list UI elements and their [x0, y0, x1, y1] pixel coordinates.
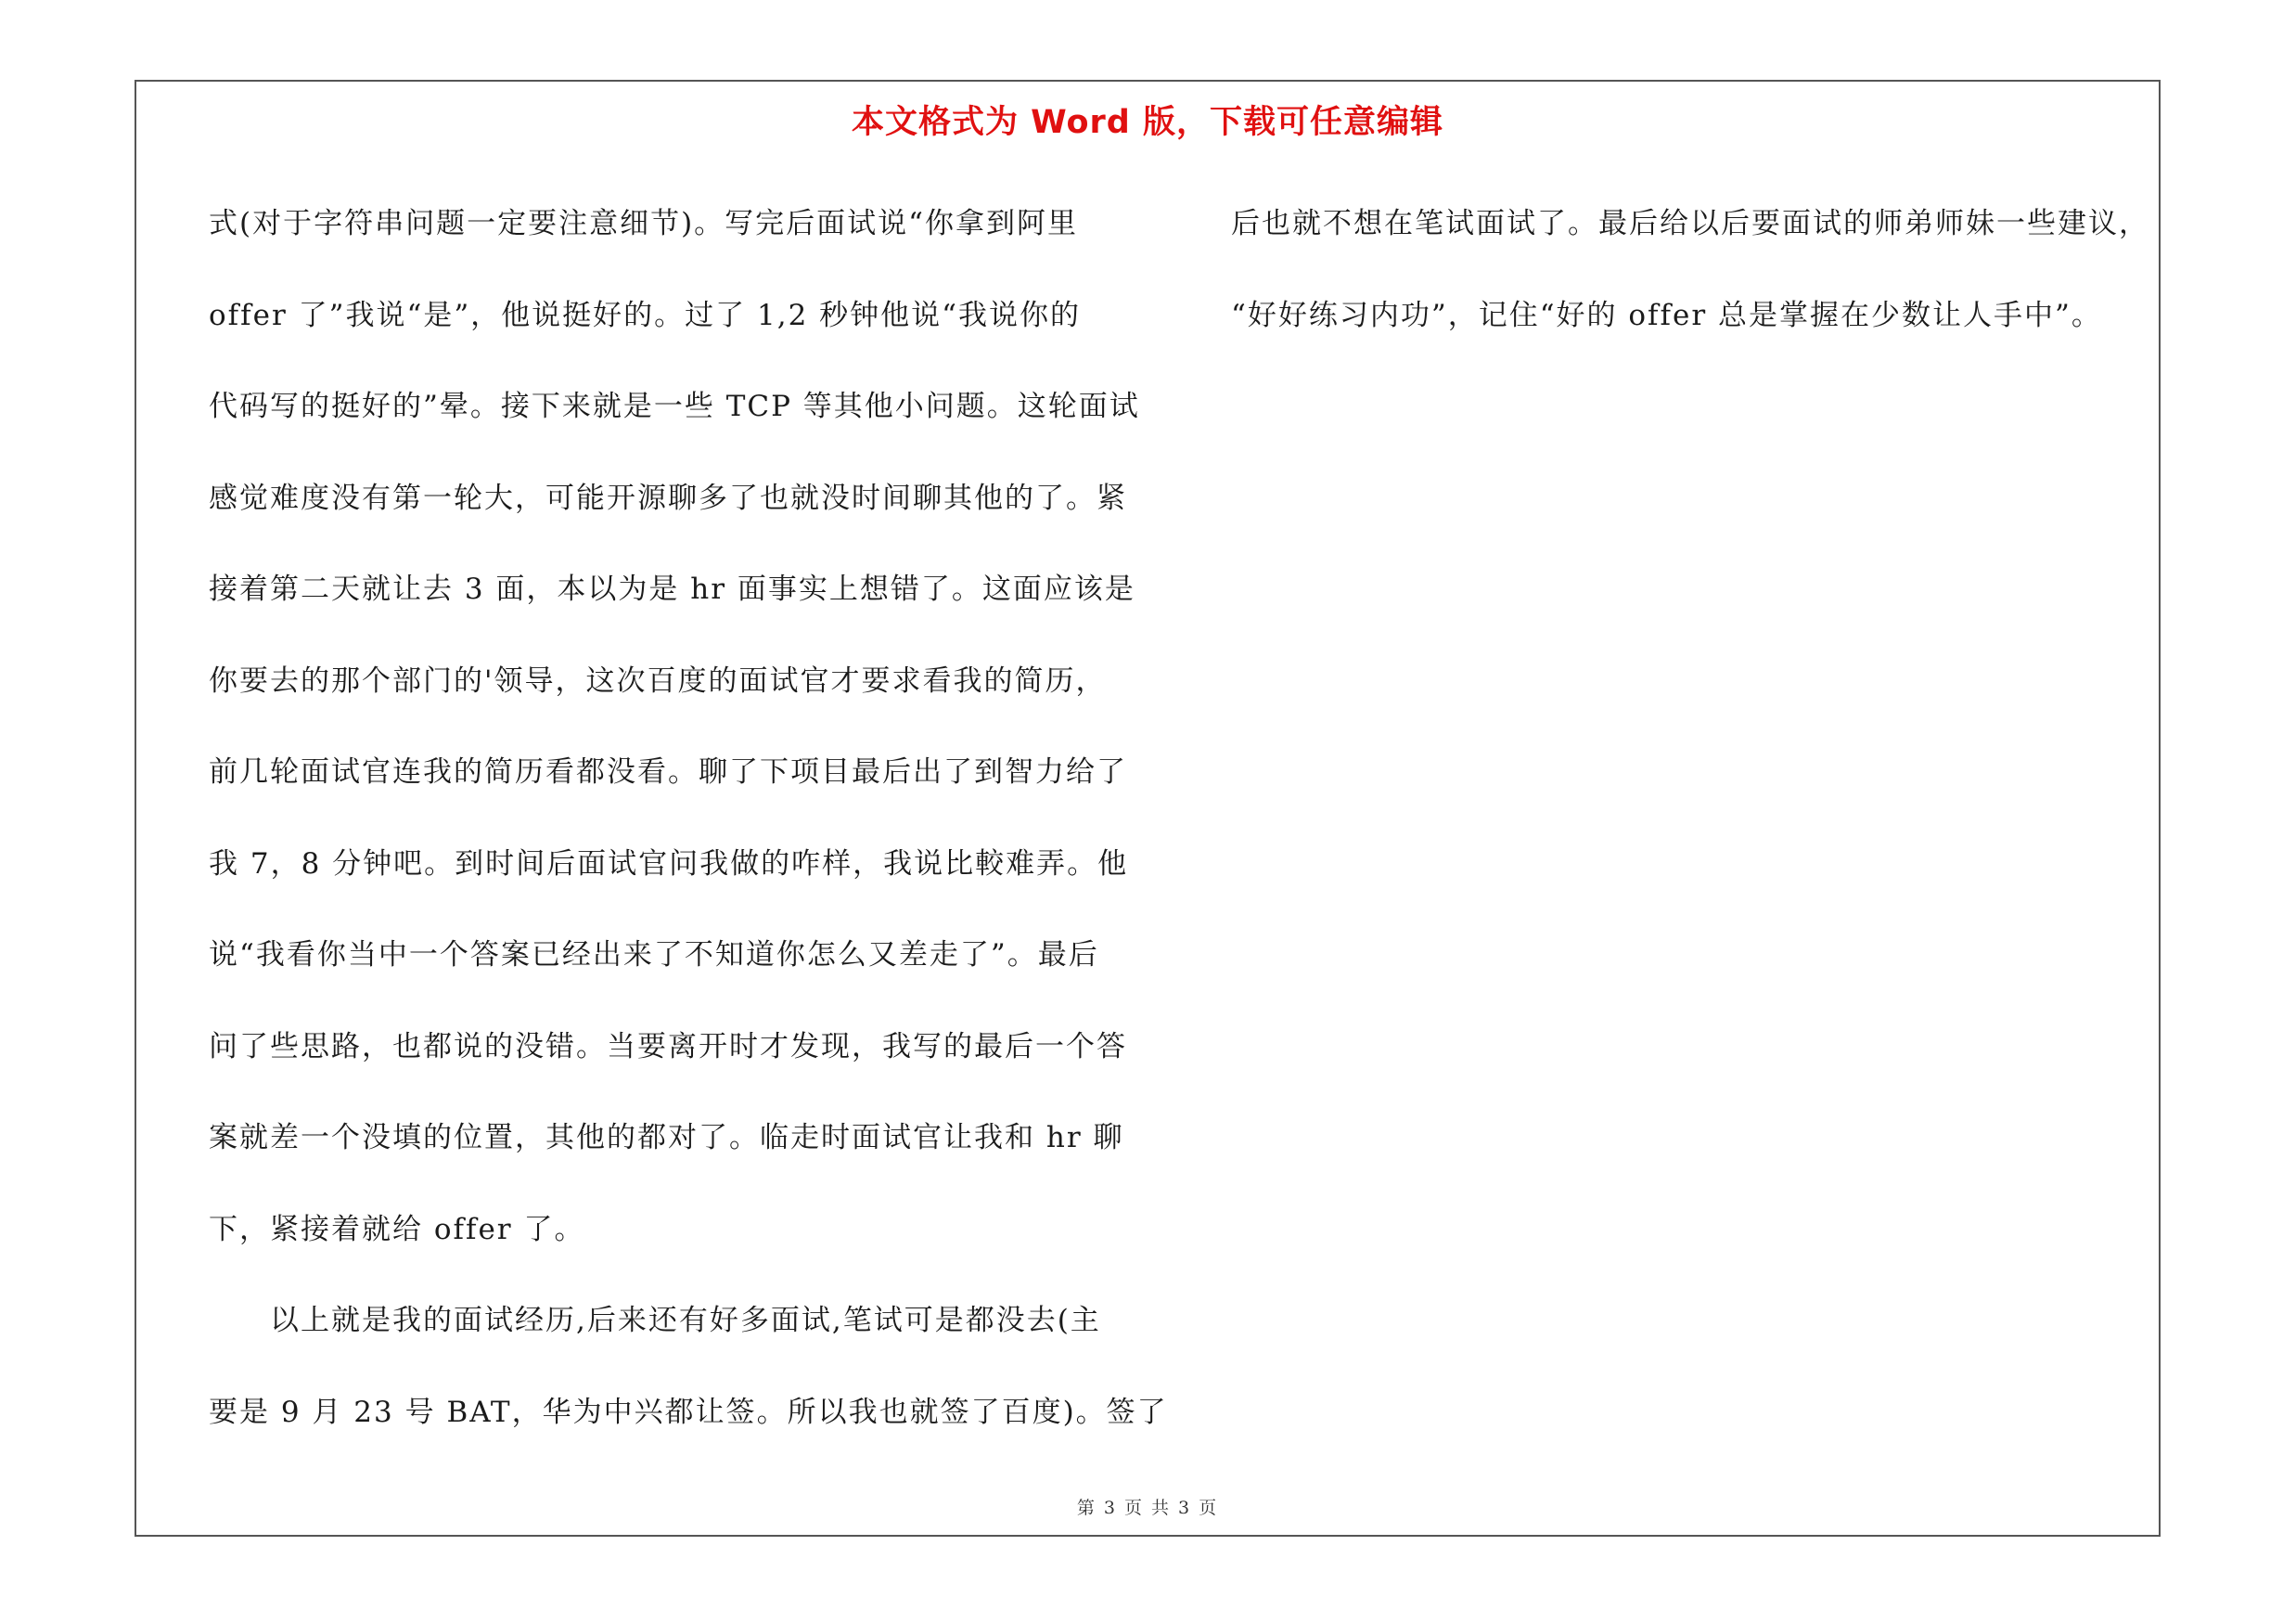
text-line: 案就差一个没填的位置，其他的都对了。临走时面试官让我和 hr 聊 — [209, 1121, 1124, 1154]
text-line: 前几轮面试官连我的简历看都没看。聊了下项目最后出了到智力给了 — [209, 755, 1127, 789]
paragraph-start-line: 以上就是我的面试经历,后来还有好多面试,笔试可是都没去(主 — [270, 1304, 1101, 1337]
text-line: 代码写的挺好的”晕。接下来就是一些 TCP 等其他小问题。这轮面试 — [209, 390, 1140, 423]
text-line: 接着第二天就让去 3 面，本以为是 hr 面事实上想错了。这面应该是 — [209, 573, 1135, 606]
right-text-column — [1231, 178, 2149, 361]
text-line: 我 7，8 分钟吧。到时间后面试官问我做的咋样，我说比較难弄。他 — [209, 846, 1129, 881]
text-line: 后也就不想在笔试面试了。最后给以后要面试的师弟师妹一些建议， — [1231, 207, 2149, 240]
page-frame — [135, 80, 2161, 1537]
left-text-column — [209, 178, 1168, 1458]
text-line: 你要去的那个部门的'领导，这次百度的面试官才要求看我的简历， — [209, 663, 1107, 698]
text-line: 要是 9 月 23 号 BAT，华为中兴都让签。所以我也就签了百度)。签了 — [209, 1395, 1168, 1429]
header-banner: 本文格式为 Word 版，下载可任意编辑 — [851, 104, 1444, 141]
text-line: 式(对于字符串问题一定要注意细节)。写完后面试说“你拿到阿里 — [209, 207, 1079, 240]
page-number: 第 3 页 共 3 页 — [1076, 1498, 1219, 1518]
text-line: “好好练习内功”，记住“好的 offer 总是掌握在少数让人手中”。 — [1231, 298, 2102, 332]
text-line: 感觉难度没有第一轮大，可能开源聊多了也就没时间聊其他的了。紧 — [209, 481, 1127, 515]
text-line: 问了些思路，也都说的没错。当要离开时才发现，我写的最后一个答 — [209, 1029, 1127, 1063]
text-line: 说“我看你当中一个答案已经出来了不知道你怎么又差走了”。最后 — [209, 938, 1099, 972]
text-line: 下，紧接着就给 offer 了。 — [209, 1212, 585, 1246]
text-line: offer 了”我说“是”，他说挺好的。过了 1,2 秒钟他说“我说你的 — [209, 298, 1082, 332]
